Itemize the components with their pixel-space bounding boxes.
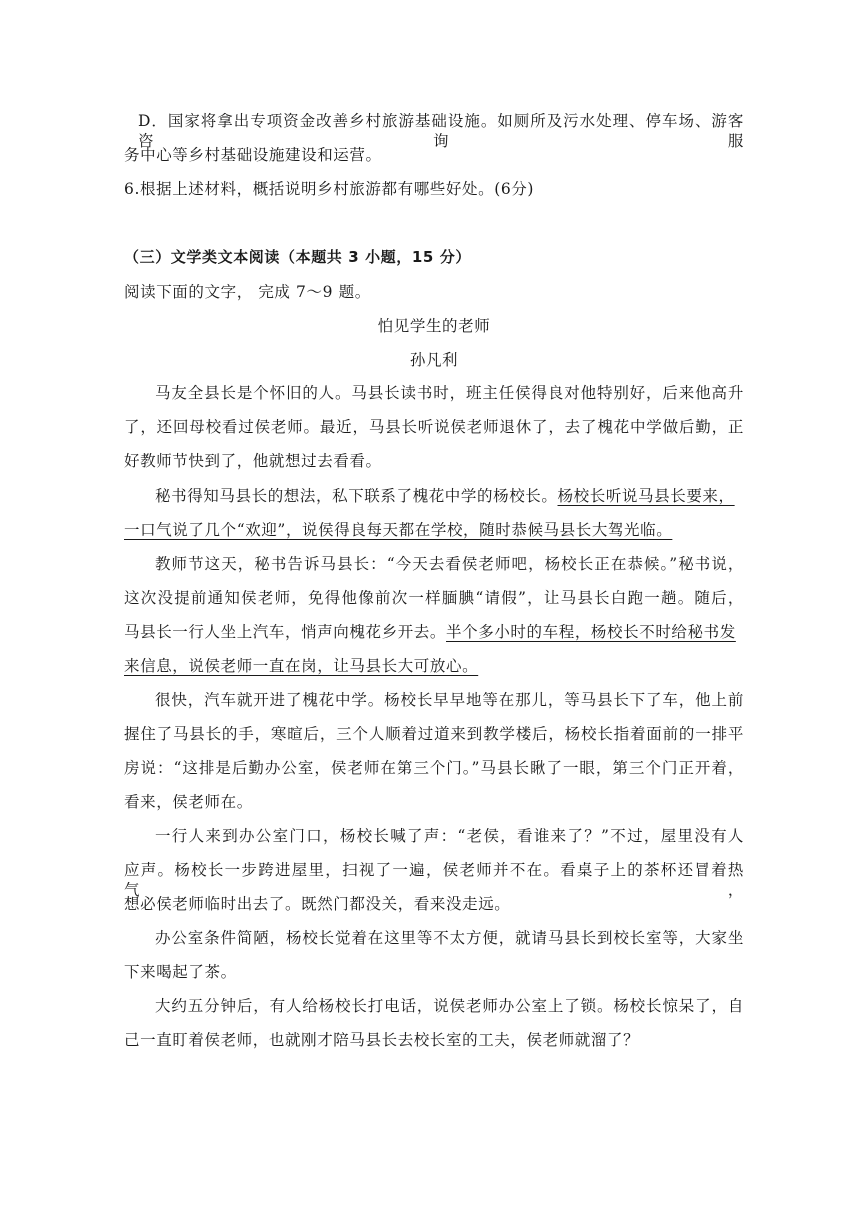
para3-line1: 教师节这天，秘书告诉马县长：“今天去看侯老师吧，杨校长正在恭候。”秘书说， bbox=[155, 555, 744, 573]
para3-line4-underlined: 来信息，说侯老师一直在岗，让马县长大可放心。 bbox=[124, 657, 479, 675]
para6-line2: 下来喝起了茶。 bbox=[124, 963, 237, 981]
para5-line3: 想必侯老师临时出去了。既然门都没关，看来没走远。 bbox=[124, 895, 511, 913]
para3-line2: 这次没提前通知侯老师，免得他像前次一样腼腆“请假”，让马县长白跑一趟。随后， bbox=[124, 589, 744, 607]
story-title: 怕见学生的老师 bbox=[377, 317, 491, 335]
para5-line1: 一行人来到办公室门口，杨校长喊了声：“老侯，看谁来了？”不过，屋里没有人 bbox=[155, 827, 744, 845]
para1-line2: 了，还回母校看过侯老师。最近，马县长听说侯老师退休了，去了槐花中学做后勤，正 bbox=[124, 418, 744, 436]
reading-instruction: 阅读下面的文字， 完成 7～9 题。 bbox=[124, 283, 371, 301]
para6-line1: 办公室条件简陋，杨校长觉着在这里等不太方便，就请马县长到校长室等，大家坐 bbox=[155, 929, 744, 947]
para5-line2: 应声。杨校长一步跨进屋里，扫视了一遍，侯老师并不在。看桌子上的茶杯还冒着热气， bbox=[124, 861, 744, 899]
para4-line1: 很快，汽车就开进了槐花中学。杨校长早早地等在那儿，等马县长下了车，他上前 bbox=[155, 691, 744, 709]
option-d-line-2: 务中心等乡村基础设施建设和运营。 bbox=[124, 146, 382, 164]
para3-line3-text: 马县长一行人坐上汽车，悄声向槐花乡开去。 bbox=[124, 623, 447, 641]
para4-line2: 握住了马县长的手，寒暄后，三个人顺着过道来到教学楼后，杨校长指着面前的一排平 bbox=[124, 725, 744, 743]
question-6: 6.根据上述材料，概括说明乡村旅游都有哪些好处。(6分) bbox=[124, 180, 535, 198]
para2-line1 bbox=[155, 486, 744, 506]
section-heading: （三）文学类文本阅读（本题共 3 小题，15 分） bbox=[124, 248, 471, 266]
para2-underlined-text: 杨校长听说马县长要来， bbox=[557, 487, 735, 505]
para7-line1: 大约五分钟后，有人给杨校长打电话，说侯老师办公室上了锁。杨校长惊呆了，自 bbox=[155, 997, 744, 1015]
para4-line3: 房说：“这排是后勤办公室，侯老师在第三个门。”马县长瞅了一眼，第三个门正开着， bbox=[124, 759, 744, 777]
para1-line3: 好教师节快到了，他就想过去看看。 bbox=[124, 452, 382, 470]
para3-underlined-text: 半个多小时的车程，杨校长不时给秘书发 bbox=[446, 623, 736, 641]
para3-line3 bbox=[124, 622, 744, 642]
para1-line1: 马友全县长是个怀旧的人。马县长读书时，班主任侯得良对他特别好，后来他高升 bbox=[155, 384, 744, 402]
para2-line1-text: 秘书得知马县长的想法，私下联系了槐花中学的杨校长。 bbox=[155, 487, 558, 505]
para4-line4: 看来，侯老师在。 bbox=[124, 793, 253, 811]
para7-line2: 己一直盯着侯老师，也就刚才陪马县长去校长室的工夫，侯老师就溜了？ bbox=[124, 1031, 640, 1049]
para2-line2-underlined: 一口气说了几个“欢迎”，说侯得良每天都在学校，随时恭候马县长大驾光临。 bbox=[124, 521, 673, 539]
story-author: 孙凡利 bbox=[409, 351, 459, 369]
option-d-line-1: D．国家将拿出专项资金改善乡村旅游基础设施。如厕所及污水处理、停车场、游客咨询服 bbox=[138, 112, 744, 150]
